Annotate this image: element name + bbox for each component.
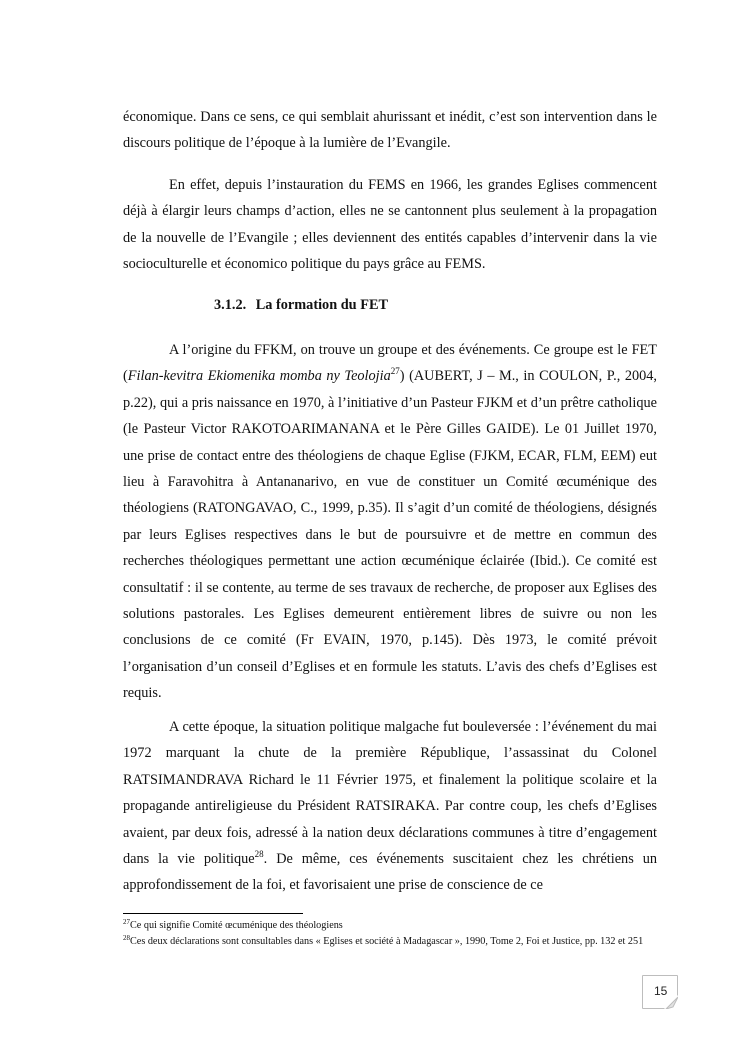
paragraph-continuation: économique. Dans ce sens, ce qui semblait ahurissant et inédit, c’est son intervention dans le discours politique de l’époque à la lumière de l’Evangile. (123, 109, 657, 152)
page-curl-icon (664, 995, 678, 1009)
footnote-text: Ce qui signifie Comité œcuménique des théologiens (130, 920, 343, 931)
paragraph-fems: En effet, depuis l’instauration du FEMS en 1966, les grandes Eglises commencent déjà à élargir leurs champs d’action, elles ne se cantonnent plus seulement à la propagation de la nouvelle de l’Evangile ; elles deviennent des entités capables d’intervenir dans la vie socioculturelle et économico politique du pays grâce au FEMS. (123, 177, 657, 273)
section-heading (214, 294, 388, 316)
p3-text-b: ) (AUBERT, J – M., in COULON, P., 2004, p.22), qui a pris naissance en 1970, à l’initiative d’un Pasteur FJKM et d’un prêtre catholique (le Pasteur Victor RAKOTOARIMANANA et le Père Gilles GAIDE). Le 01 Juillet 1970, une prise de contact entre des théologiens de chaque Eglise (FJKM, ECAR, FLM, EEM) eut lieu à Faravohitra à Antananarivo, en vue de constituer un Comité œcuménique des théologiens (RATONGAVAO, C., 1999, p.35). Il s’agit d’un comité de théologiens, désignés par leurs Eglises respectives dans le but de poursuivre et de mettre en commun des recherches théologiques permettant une action œcuménique éclairée (Ibid.). Ce comité est consultatif : il se contente, au terme de ses travaux de recherche, de proposer aux Eglises des solutions pastorales. Les Eglises demeurent entièrement libres de suivre ou non les conclusions de ce comité (Fr EVAIN, 1970, p.145). Dès 1973, le comité prévoit l’organisation d’un conseil d’Eglises et en formule les statuts. L’avis des chefs d’Eglises est requis. (123, 368, 657, 702)
footnote-28 (123, 934, 657, 950)
p3-text-a: A l’origine du FFKM, on trouve un groupe et des événements. Ce groupe est le FET ( (123, 342, 657, 385)
footnote-separator (123, 913, 303, 914)
paragraph-fet-origin (123, 337, 657, 707)
page-number: 15 (654, 984, 668, 998)
p4-text-b: . De même, ces événements suscitaient chez les chrétiens un approfondissement de la foi, et favorisaient une prise de conscience de ce (123, 851, 657, 894)
footnote-ref-28[interactable]: 28 (254, 849, 264, 860)
p4-text-a: A cette époque, la situation politique malgache fut bouleversée : l’événement du mai 1972 marquant la chute de la première République, l’assassinat du Colonel RATSIMANDRAVA Richard le 11 Février 1975, et finalement la politique scolaire et la propagande antireligieuse du Président RATSIRAKA. Par contre coup, les chefs d’Eglises avaient, par deux fois, adressé à la nation deux déclarations communes à titre d’engagement dans la vie politique (123, 719, 657, 868)
page-number-box (642, 975, 678, 1009)
section-number: 3.1.2. (214, 297, 247, 313)
footnote-text: Ces deux déclarations sont consultables dans « Eglises et société à Madagascar », 1990, Tome 2, Foi et Justice, pp. 132 et 251 (130, 935, 644, 947)
footnote-number: 27 (123, 918, 130, 926)
footnote-ref-27[interactable]: 27 (390, 366, 400, 377)
footnotes (123, 918, 657, 949)
footnote-27 (123, 918, 657, 934)
section-title: La formation du FET (255, 297, 389, 313)
footnote-number: 28 (123, 933, 130, 942)
paragraph-political-situation (123, 714, 657, 899)
p3-italic-name: Filan-kevitra Ekiomenika momba ny Teolojia (127, 368, 391, 385)
